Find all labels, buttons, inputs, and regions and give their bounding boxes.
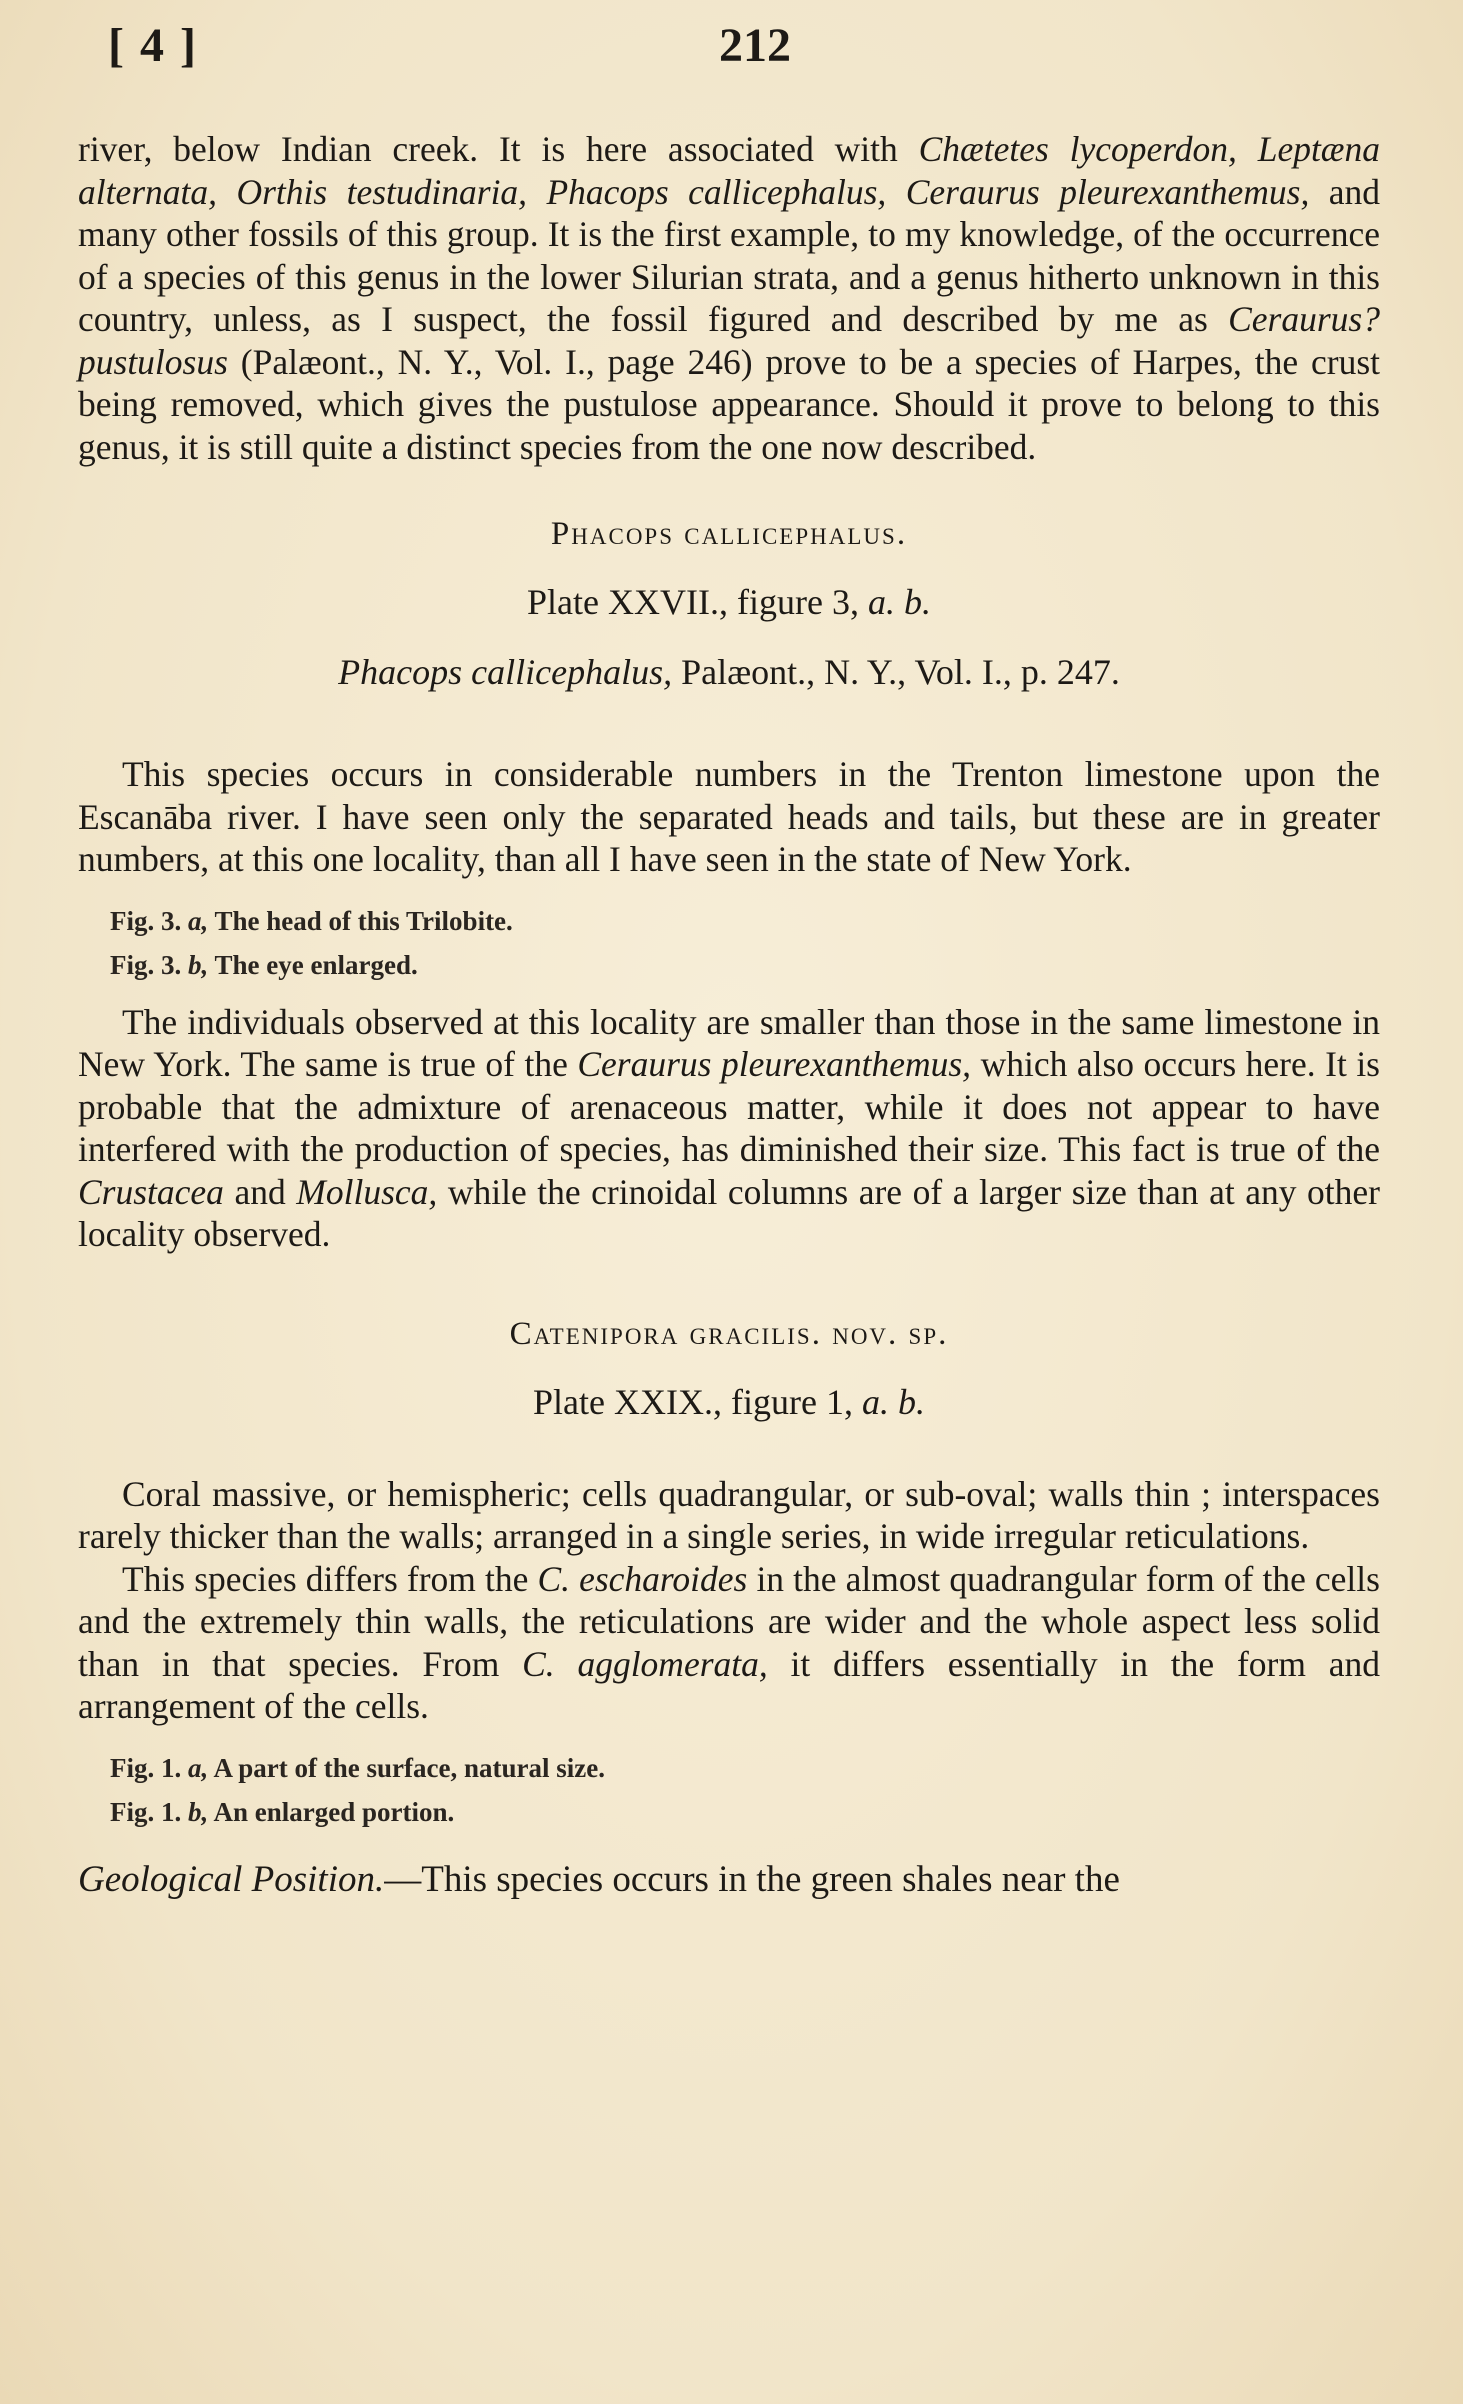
text-run: river, below Indian creek. It is here associated with [78,129,919,169]
text-run: This species differs from the [122,1558,538,1599]
page-content [78,128,1380,1902]
text-run: and [223,1171,297,1212]
paragraph-description: Coral massive, or hemispheric; cells quadrangular, or sub-oval; walls thin ; interspaces rarely thicker than the walls; arranged in a single series, in wide irregular reticulations. [78,1473,1380,1556]
fig-number: Fig. 3. [110,949,188,980]
text-run: while the crinoidal columns are of a larger size than at any other locality observed. [78,1171,1380,1254]
paragraph-occurrence: This species occurs in considerable numbers in the Trenton limestone upon the Escanāba river. I have seen only the separated heads and tails, but these are in greater numbers, at this one locality, than all I have seen in the state of New York. [78,754,1380,879]
signature-mark: [ 4 ] [108,19,198,72]
fig-number: Fig. 3. [110,905,188,936]
running-header [0,18,1463,88]
figure-caption [110,1790,1380,1834]
plate-figures: a. b. [867,582,931,622]
page-number: 212 [719,19,791,72]
plate-figures: a. b. [861,1381,925,1422]
plate-label: Plate XXVII., figure 3, [527,582,868,622]
paragraph-harpes [78,128,1380,468]
fig-letter: b, [188,1796,209,1827]
synonym-name: Phacops callicephalus, [338,652,673,692]
paragraph-individuals [78,1001,1380,1256]
species-name: C. escharoides [537,1558,748,1599]
figure-caption [110,943,1380,987]
section-heading-catenipora: Catenipora gracilis. nov. sp. [509,1315,949,1352]
geo-text: —This species occurs in the green shales near the [384,1858,1120,1900]
text-run: The individuals observed at this locality are smaller than those in the same limestone in New York. The same is true of the [78,1001,1380,1084]
fig-text: The head of this Trilobite. [208,905,513,936]
text-run: it differs essentially in the form and arrangement of the cells. [78,1643,1380,1726]
fig-letter: b, [188,949,209,980]
plate-reference [78,581,1380,623]
fig-letter: a, [188,905,209,936]
text-run: (Palæont., N. Y., Vol. I., page 246) prove to be a species of Harpes, the crust being removed, which gives the pustulose appearance. Should it prove to belong to this genus, it is still quite a distinct species from the one now described. [78,341,1380,467]
species-name: C. agglomerata, [522,1643,768,1684]
synonymy-line [78,651,1380,693]
text-run: which also occurs here. It is probable that the admixture of arenaceous matter, while it does not appear to have interfered with the production of species, has diminished their size. This fact is true of the [78,1044,1381,1169]
fig-number: Fig. 1. [110,1752,188,1783]
species-list: Chætetes lycoperdon, Leptæna alternata, Orthis testudinaria, Phacops callicephalus, Ceraurus pleurexanthemus, [78,129,1380,212]
taxon-name: Mollusca, [296,1171,438,1212]
plate-label: Plate XXIX., figure 1, [533,1381,862,1422]
fig-text: An enlarged portion. [208,1796,455,1827]
text-run: and many other fossils of this group. It is the first example, to my knowledge, of the occurrence of a species of this genus in the lower Silurian strata, and a genus hitherto unknown in this country, unless, as I suspect, the fossil figured and described by me as [78,171,1380,339]
plate-reference [78,1381,1380,1423]
figure-caption [110,899,1380,943]
section-heading-phacops: Phacops callicephalus. [550,516,908,552]
figure-caption [110,1746,1380,1790]
paragraph-comparison [78,1558,1380,1728]
taxon-name: Crustacea [78,1171,224,1212]
species-name: Ceraurus? pustulosus [78,299,1380,382]
species-name: Ceraurus pleurexanthemus, [577,1044,972,1084]
text-run: in the almost quadrangular form of the cells and the extremely thin walls, the reticulations are wider and the whole aspect less solid than in that species. From [78,1558,1380,1684]
geological-position-line [78,1858,1380,1902]
geo-label: Geological Position. [78,1858,385,1900]
fig-text: A part of the surface, natural size. [208,1752,605,1783]
fig-letter: a, [188,1752,209,1783]
synonym-reference: Palæont., N. Y., Vol. I., p. 247. [672,652,1120,692]
fig-number: Fig. 1. [110,1796,188,1827]
fig-text: The eye enlarged. [208,949,418,980]
